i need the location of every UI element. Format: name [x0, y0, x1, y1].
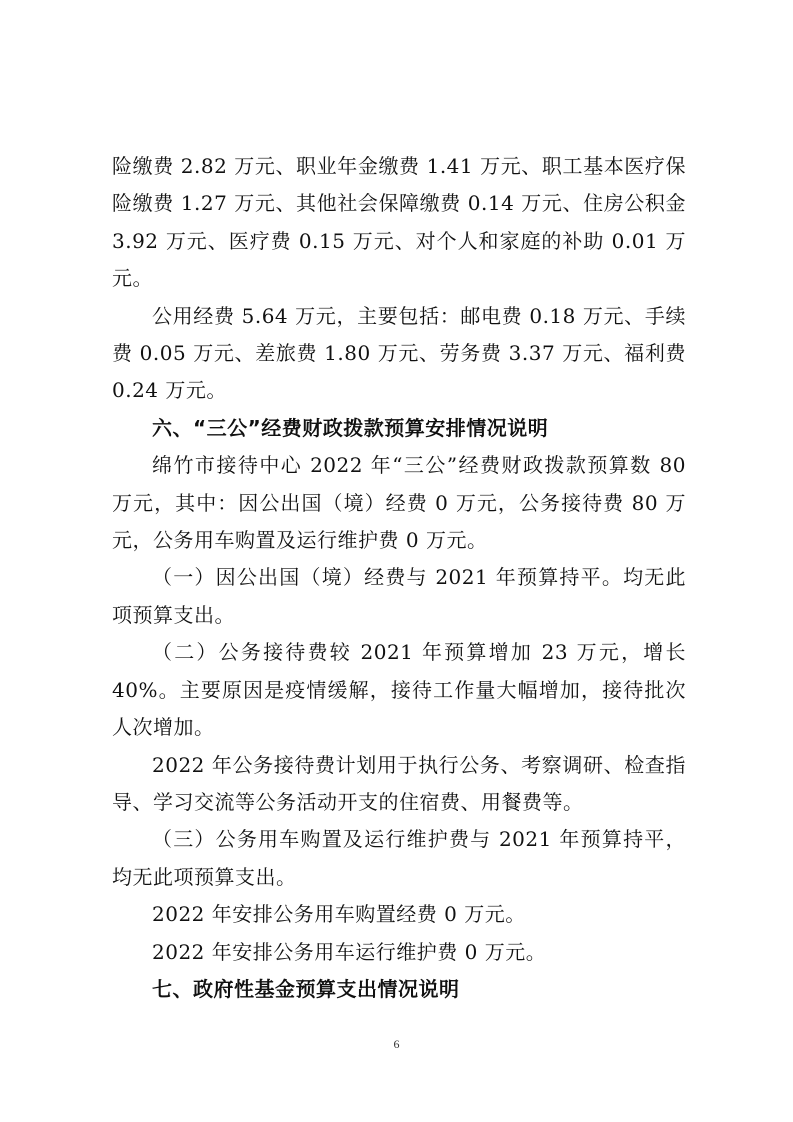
- paragraph-three-public-budget: 绵竹市接待中心 2022 年“三公”经费财政拨款预算数 80 万元，其中：因公出国（境）经费 0 万元，公务接待费 80 万元，公务用车购置及运行维护费 0 万元。: [112, 453, 686, 553]
- section-heading-six: 六、“三公”经费财政拨款预算安排情况说明: [152, 415, 549, 440]
- paragraph-reception-plan: 2022 年公务接待费计划用于执行公务、考察调研、检查指导、学习交流等公务活动开支的住宿费、用餐费等。: [112, 752, 686, 814]
- paragraph-insurance-continued: 险缴费 2.82 万元、职业年金缴费 1.41 万元、职工基本医疗保险缴费 1.27 万元、其他社会保障缴费 0.14 万元、住房公积金 3.92 万元、医疗费 0.15 万元、对个人和家庭的补助 0.01 万元。: [112, 154, 686, 291]
- paragraph-public-expenses: 公用经费 5.64 万元，主要包括：邮电费 0.18 万元、手续费 0.05 万元、差旅费 1.80 万元、劳务费 3.37 万元、福利费 0.24 万元。: [112, 303, 686, 403]
- section-heading-seven: 七、政府性基金预算支出情况说明: [152, 976, 460, 1001]
- paragraph-reception-fees: （二）公务接待费较 2021 年预算增加 23 万元，增长 40%。主要原因是疫情缓解，接待工作量大幅增加，接待批次人次增加。: [112, 640, 686, 740]
- body-text: [112, 148, 686, 1008]
- paragraph-vehicle-maintenance: 2022 年安排公务用车运行维护费 0 万元。: [152, 939, 547, 964]
- paragraph-vehicle-costs: （三）公务用车购置及运行维护费与 2021 年预算持平，均无此项预算支出。: [112, 827, 686, 889]
- paragraph-overseas-travel: （一）因公出国（境）经费与 2021 年预算持平。均无此项预算支出。: [112, 565, 686, 627]
- paragraph-vehicle-purchase: 2022 年安排公务用车购置经费 0 万元。: [152, 902, 526, 927]
- page-number: 6: [393, 1037, 400, 1051]
